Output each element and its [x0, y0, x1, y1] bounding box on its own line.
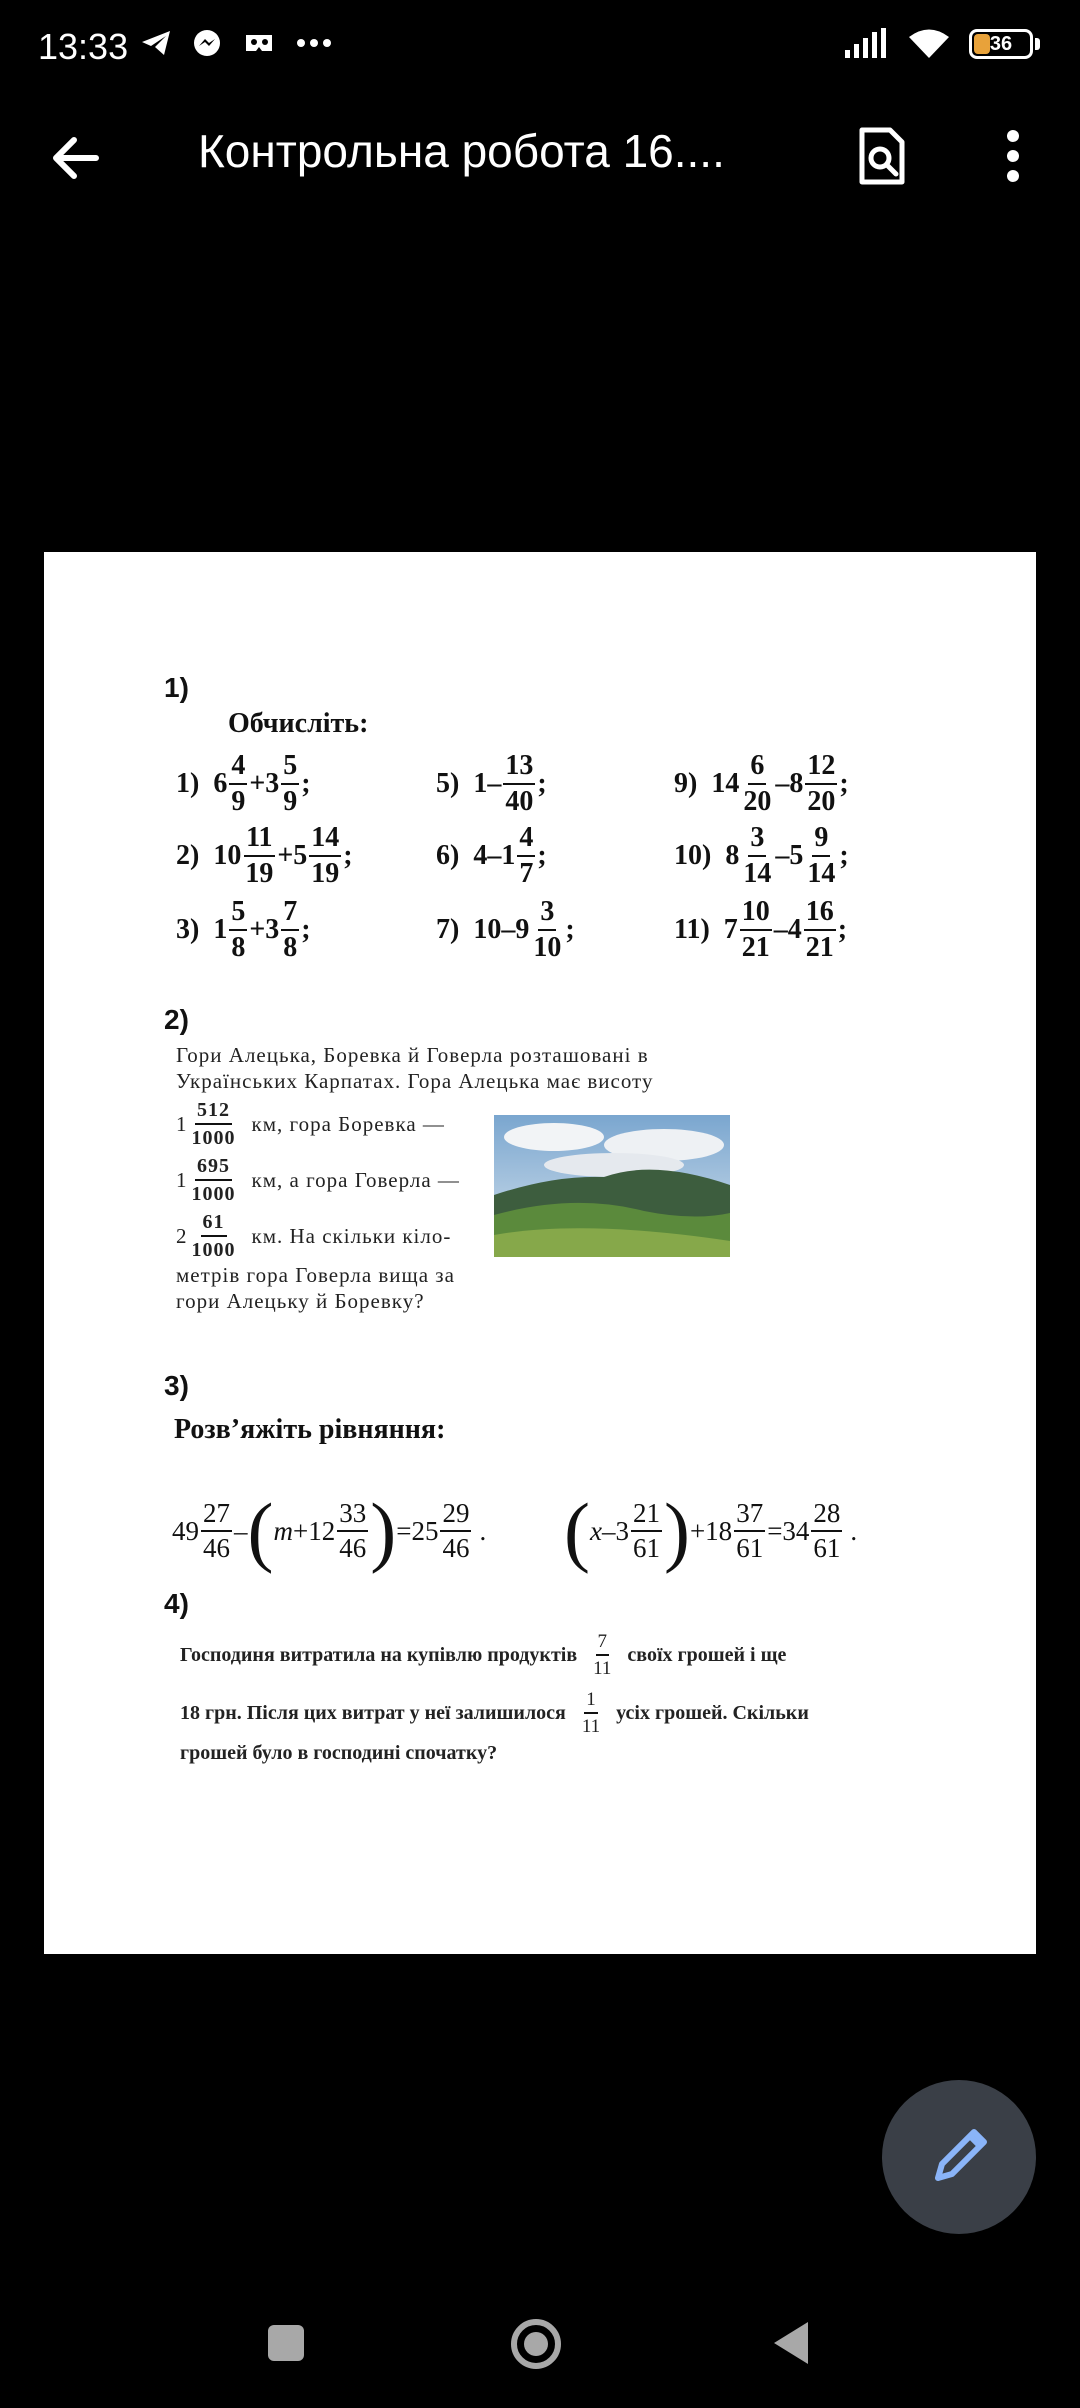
section-1-label: 1) [164, 672, 189, 703]
find-in-document-icon[interactable] [850, 124, 914, 188]
status-bar [0, 0, 1080, 100]
wifi-icon [907, 28, 951, 60]
equation-1: 49 $\frac{27}{46}$ – ( m +12 $\frac{33}{46}$ ) = 25 $\frac{29}{46}$ . [172, 1487, 487, 1574]
problem-2-line-1: Гори Алецька, Боревка й Говерла розташовані в [176, 1043, 649, 1067]
section-4-label: 4) [164, 1588, 189, 1619]
game-icon [242, 29, 276, 57]
back-button[interactable] [770, 2318, 812, 2368]
mountain-landscape-image [494, 1115, 730, 1257]
exercise-1: 1) 6 $\frac{4}{9}$ + 3 $\frac{5}{9}$ ; [176, 750, 311, 817]
problem-2-line-2: Українських Карпатах. Гора Алецька має висоту [176, 1069, 654, 1093]
section-1-heading: Обчисліть: [228, 708, 369, 739]
section-2-label: 2) [164, 1004, 189, 1035]
problem-4-line-1: Господиня витратила на купівлю продуктів $\frac{7}{11}$ своїх грошей і ще [180, 1631, 787, 1679]
pencil-icon [882, 2080, 1036, 2234]
exercise-11: 11) 7 $\frac{10}{21}$ – 4 $\frac{16}{21}$ ; [674, 896, 848, 963]
exercise-3: 3) 1 $\frac{5}{8}$ + 3 $\frac{7}{8}$ ; [176, 896, 311, 963]
exercise-7: 7) 10 – 9 $\frac{3}{10}$ ; [436, 896, 575, 963]
app-bar [0, 100, 1080, 210]
more-notifications-icon [296, 38, 332, 48]
exercise-9: 9) 14 $\frac{6}{20}$ – 8 $\frac{12}{20}$ ; [674, 750, 849, 817]
section-3-label: 3) [164, 1370, 189, 1401]
section-3-heading: Розв’яжіть рівняння: [174, 1414, 446, 1445]
exercise-10: 10) 8 $\frac{3}{14}$ – 5 $\frac{9}{14}$ ; [674, 822, 849, 889]
telegram-icon [140, 29, 172, 57]
signal-icon [843, 28, 889, 60]
problem-4-line-2: 18 грн. Після цих витрат у неї залишилося $\frac{1}{11}$ усіх грошей. Скільки [180, 1689, 809, 1737]
equation-2: ( x –3 $\frac{21}{61}$ ) +18 $\frac{37}{61}$ = 34 $\frac{28}{61}$ . [564, 1487, 858, 1574]
problem-2-line-7: гори Алецьку й Боревку? [176, 1289, 425, 1313]
document-page [44, 552, 1036, 1954]
battery-level: 36 [989, 33, 1013, 55]
height-hoverla: 2 $\frac{61}{1000}$ км. На скільки кіло- [176, 1211, 452, 1261]
height-aletska: 1 $\frac{512}{1000}$ км, гора Боревка — [176, 1099, 445, 1149]
document-title: Контрольна робота 16.... [198, 125, 725, 177]
messenger-icon [192, 28, 222, 58]
problem-2-line-6: метрів гора Говерла вища за [176, 1263, 455, 1287]
more-options-icon[interactable] [988, 124, 1038, 188]
exercise-2: 2) 10 $\frac{11}{19}$ + 5 $\frac{14}{19}$ ; [176, 822, 353, 889]
recent-apps-button[interactable] [268, 2325, 304, 2361]
battery-icon [969, 29, 1033, 59]
exercise-6: 6) 4 – 1 $\frac{4}{7}$ ; [436, 822, 547, 889]
exercise-5: 5) 1 – $\frac{13}{40}$ ; [436, 750, 547, 817]
height-borevka: 1 $\frac{695}{1000}$ км, а гора Говерла — [176, 1155, 460, 1205]
problem-4-line-3: грошей було в господині спочатку? [180, 1742, 498, 1764]
status-time: 13:33 [38, 26, 129, 67]
edit-button[interactable] [882, 2080, 1036, 2234]
home-button[interactable] [510, 2318, 562, 2370]
back-arrow-icon[interactable] [44, 126, 108, 190]
